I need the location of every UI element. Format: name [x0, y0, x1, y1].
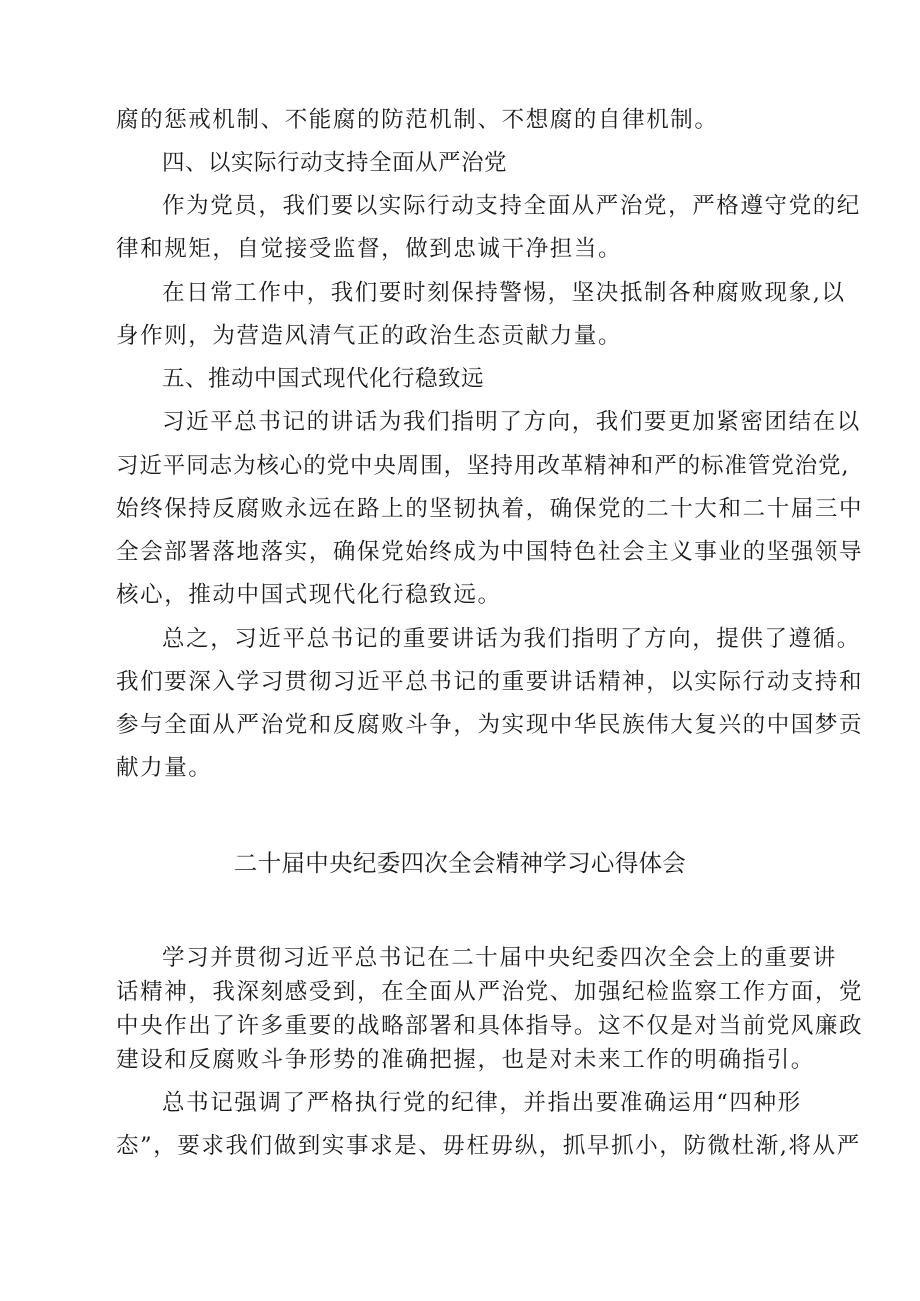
paragraph-line: 献力量。	[116, 755, 213, 781]
paragraph-line: 身作则，为营造风清气正的政治生态贡献力量。	[116, 323, 623, 349]
section-heading-4: 四、以实际行动支持全面从严治党	[162, 150, 508, 176]
paragraph-line: 总书记强调了严格执行党的纪律，并指出要准确运用“四种形	[162, 1090, 802, 1116]
paragraph-line: 中央作出了许多重要的战略部署和具体指导。这不仅是对当前党风廉政	[116, 1013, 864, 1039]
paragraph-line: 腐的惩戒机制、不能腐的防范机制、不想腐的自律机制。	[116, 107, 719, 133]
paragraph-line: 习近平总书记的讲话为我们指明了方向，我们要更加紧密团结在以	[162, 409, 861, 435]
paragraph-line: 我们要深入学习贯彻习近平总书记的重要讲话精神，以实际行动支持和	[116, 669, 864, 695]
paragraph-line: 习近平同志为核心的党中央周围，坚持用改革精神和严的标准管党治党,	[116, 453, 850, 479]
essay-title: 二十届中央纪委四次全会精神学习心得体会	[233, 849, 687, 877]
paragraph-line: 态”，要求我们做到实事求是、毋枉毋纵，抓早抓小，防微杜渐,将从严	[116, 1133, 861, 1159]
paragraph-line: 学习并贯彻习近平总书记在二十届中央纪委四次全会上的重要讲	[162, 945, 837, 971]
paragraph-line: 话精神，我深刻感受到，在全面从严治党、加强纪检监察工作方面，党	[116, 979, 864, 1005]
paragraph-line: 参与全面从严治党和反腐败斗争，为实现中华民族伟大复兴的中国梦贡	[116, 712, 864, 738]
section-heading-5: 五、推动中国式现代化行稳致远	[162, 366, 485, 392]
paragraph-line: 始终保持反腐败永远在路上的坚韧执着，确保党的二十大和二十届三中	[116, 496, 864, 522]
paragraph-line: 全会部署落地落实，确保党始终成为中国特色社会主义事业的坚强领导	[116, 539, 864, 565]
paragraph-line: 建设和反腐败斗争形势的准确把握，也是对未来工作的明确指引。	[116, 1047, 815, 1073]
paragraph-line: 律和规矩，自觉接受监督，做到忠诚干净担当。	[116, 236, 623, 262]
paragraph-line: 作为党员，我们要以实际行动支持全面从严治党，严格遵守党的纪	[162, 193, 861, 219]
paragraph-line: 在日常工作中，我们要时刻保持警惕，坚决抵制各种腐败现象,以	[162, 280, 846, 306]
paragraph-line: 总之，习近平总书记的重要讲话为我们指明了方向，提供了遵循。	[162, 626, 861, 652]
paragraph-line: 核心，推动中国式现代化行稳致远。	[116, 582, 502, 608]
